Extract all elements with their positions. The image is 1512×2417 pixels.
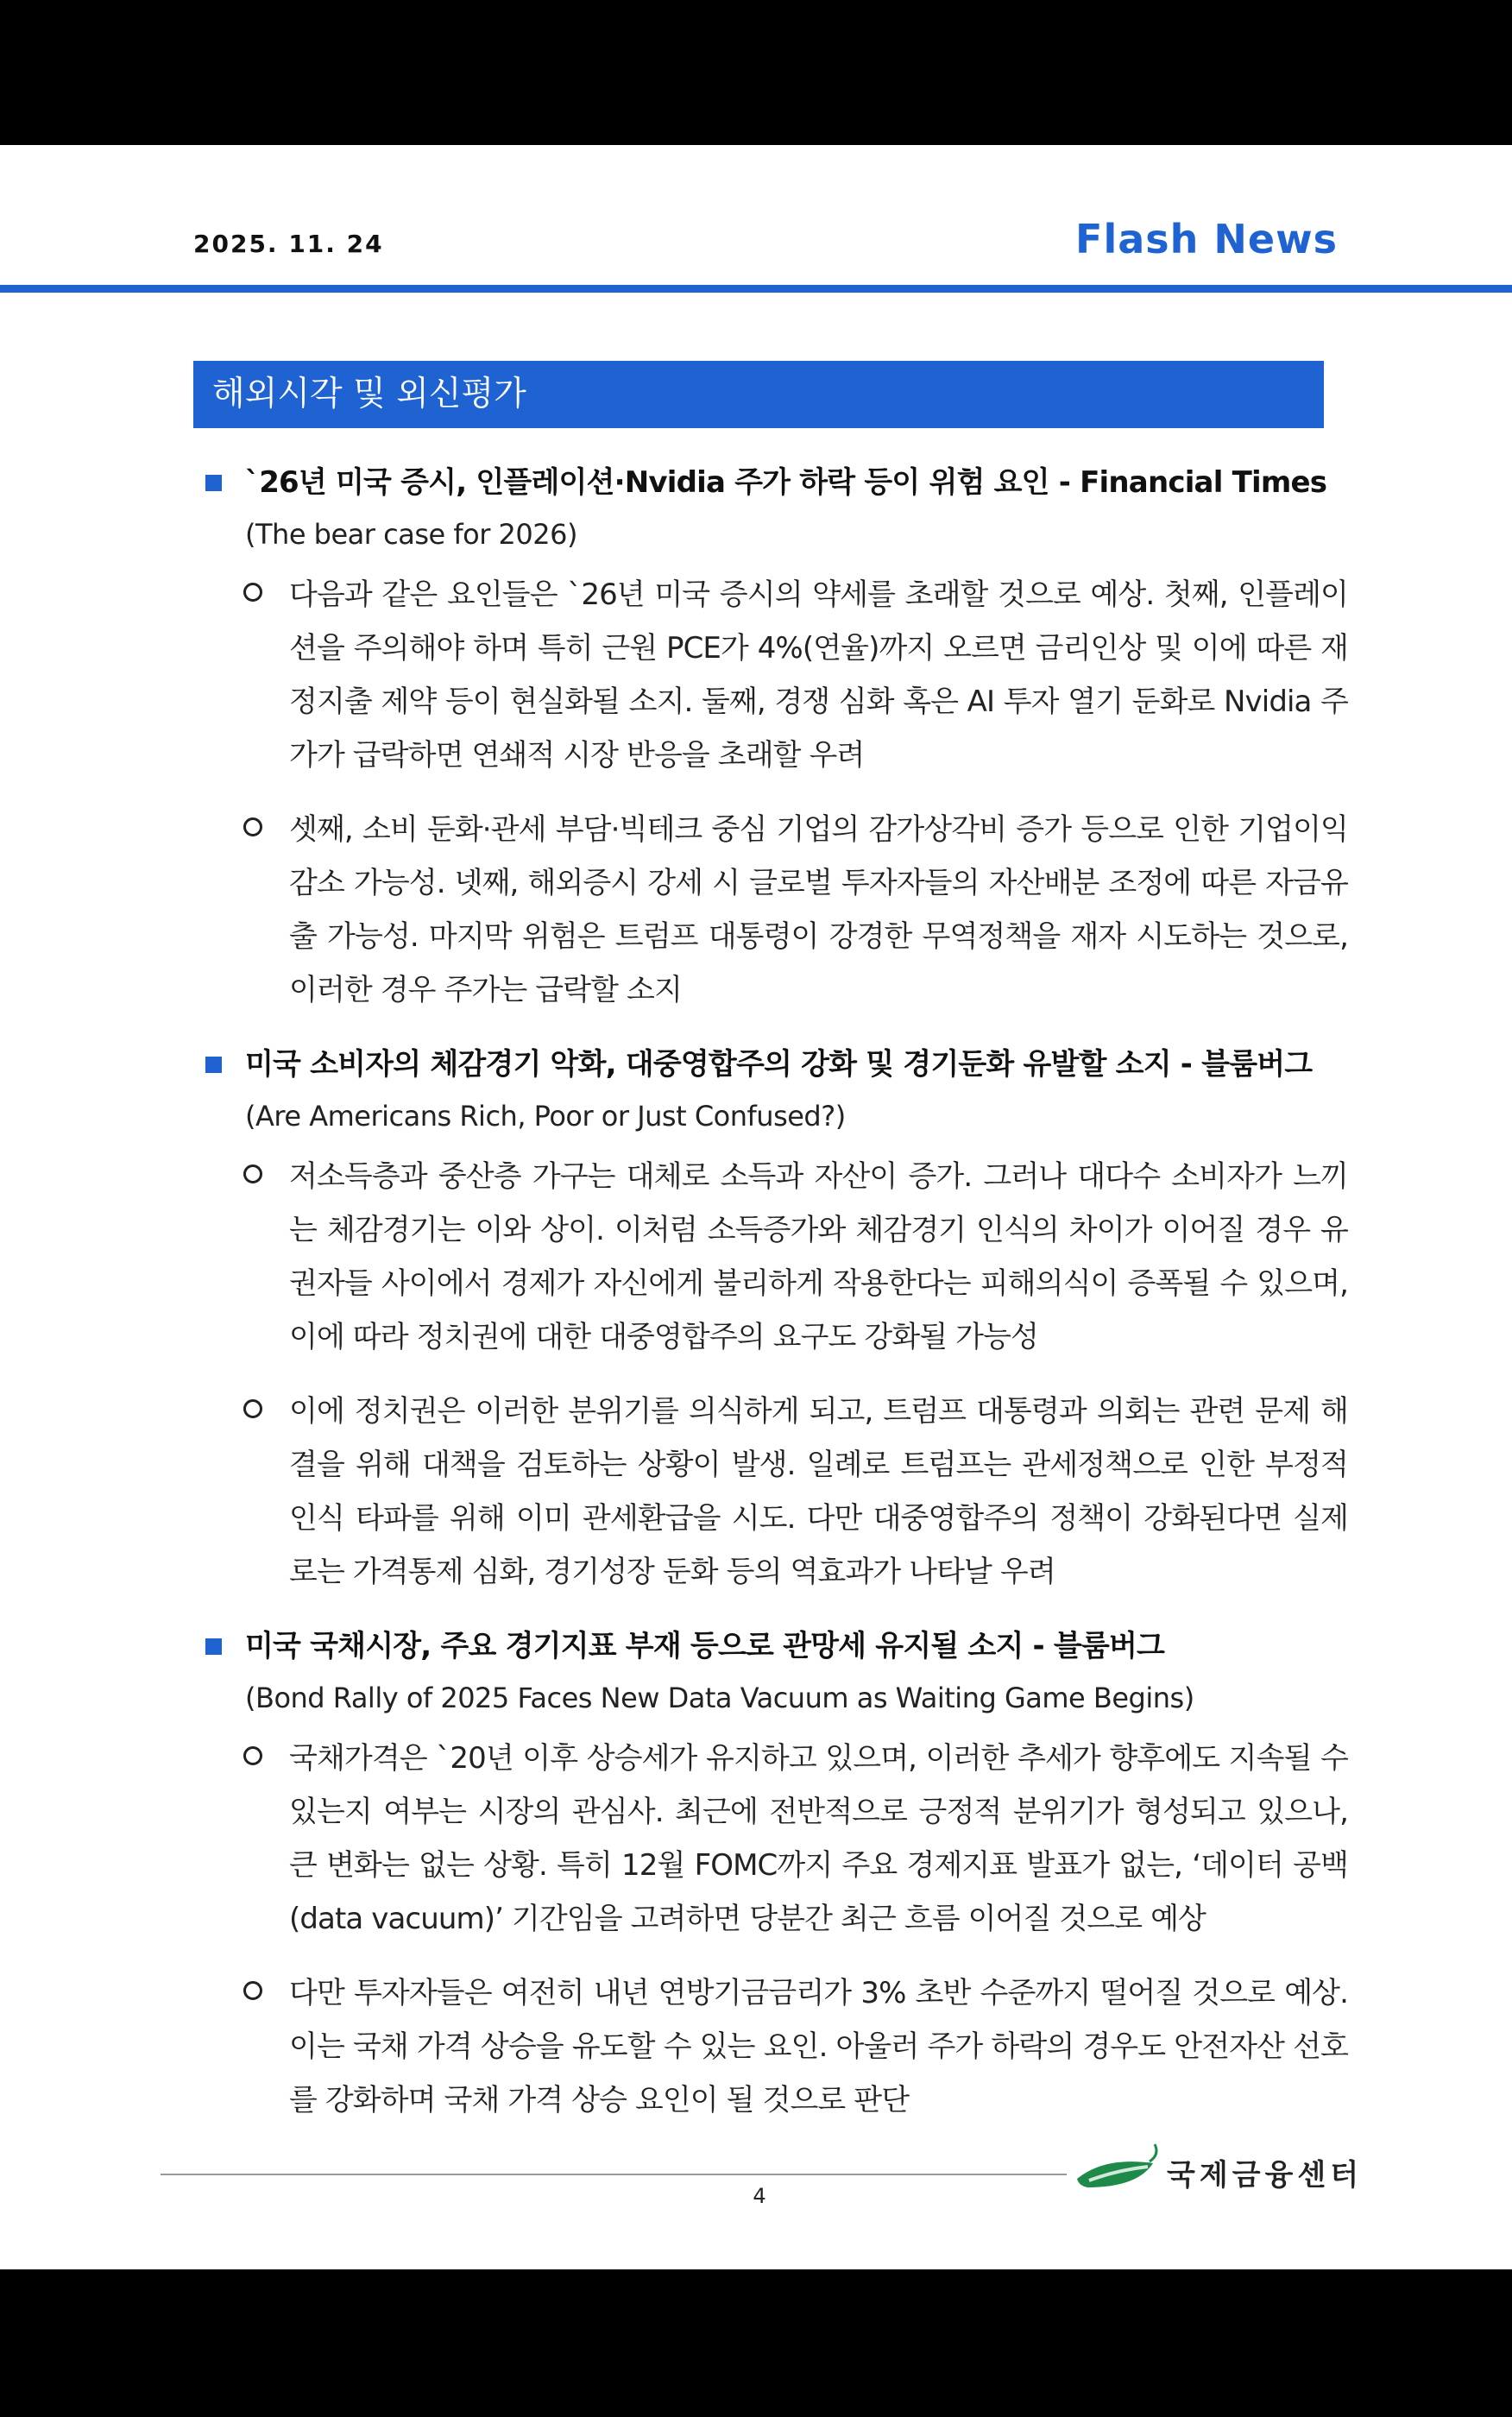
circle-bullet-icon [243, 1981, 262, 2000]
circle-bullet-icon [243, 583, 262, 602]
square-bullet-icon [205, 475, 222, 491]
section-title: 해외시각 및 외신평가 [212, 375, 526, 413]
article-headline: 미국 국채시장, 주요 경기지표 부재 등으로 관망세 유지될 소지 - 블룸버그 [200, 1619, 1348, 1673]
article-3 [200, 1619, 1348, 2127]
circle-bullet-icon [243, 817, 262, 836]
document-page [0, 145, 1512, 2269]
square-bullet-icon [205, 1057, 222, 1073]
logo-text: 국제금융센터 [1167, 2158, 1364, 2193]
article-paragraph: 다음과 같은 요인들은 `26년 미국 증시의 약세를 초래할 것으로 예상. 첫째, 인플레이션을 주의해야 하며 특히 근원 PCE가 4%(연율)까지 오르면 금리인상 및 이에 따른 재정지출 제약 등이 현실화될 소지. 둘째, 경쟁 심화 혹은 AI 투자 열기 둔화로 Nvidia 주가가 급락하면 연쇄적 시장 반응을 초래할 우려 [200, 568, 1348, 782]
circle-bullet-icon [243, 1164, 262, 1183]
header-divider [0, 285, 1512, 293]
circle-bullet-icon [243, 1399, 262, 1418]
circle-bullet-icon [243, 1746, 262, 1765]
article-source-title: (The bear case for 2026) [245, 518, 577, 551]
section-title-bar [193, 361, 1324, 428]
article-headline: `26년 미국 증시, 인플레이션·Nvidia 주가 하락 등이 위험 요인 - Financial Times [200, 456, 1348, 509]
article-paragraph: 다만 투자자들은 여전히 내년 연방기금금리가 3% 초반 수준까지 떨어질 것으로 예상. 이는 국채 가격 상승을 유도할 수 있는 요인. 아울러 주가 하락의 경우도 안전자산 선호를 강화하며 국채 가격 상승 요인이 될 것으로 판단 [200, 1966, 1348, 2127]
footer-divider [161, 2174, 1067, 2175]
page-number: 4 [753, 2184, 766, 2208]
article-paragraph: 저소득층과 중산층 가구는 대체로 소득과 자산이 증가. 그러나 대다수 소비자가 느끼는 체감경기는 이와 상이. 이처럼 소득증가와 체감경기 인식의 차이가 이어질 경우 유권자들 사이에서 경제가 자신에게 불리하게 작용한다는 피해의식이 증폭될 수 있으며, 이에 따라 정치권에 대한 대중영합주의 요구도 강화될 가능성 [200, 1150, 1348, 1364]
leaf-logo-icon [1070, 2137, 1165, 2198]
article-paragraph: 이에 정치권은 이러한 분위기를 의식하게 되고, 트럼프 대통령과 의회는 관련 문제 해결을 위해 대책을 검토하는 상황이 발생. 일례로 트럼프는 관세정책으로 인한 부정적 인식 타파를 위해 이미 관세환급을 시도. 다만 대중영합주의 정책이 강화된다면 실제로는 가격통제 심화, 경기성장 둔화 등의 역효과가 나타날 우려 [200, 1385, 1348, 1599]
article-2 [200, 1038, 1348, 1599]
article-paragraph: 국채가격은 `20년 이후 상승세가 유지하고 있으며, 이러한 추세가 향후에도 지속될 수 있는지 여부는 시장의 관심사. 최근에 전반적으로 긍정적 분위기가 형성되고 있으나, 큰 변화는 없는 상황. 특히 12월 FOMC까지 주요 경제지표 발표가 없는, ‘데이터 공백(data vacuum)’ 기간임을 고려하면 당분간 최근 흐름 이어질 것으로 예상 [200, 1732, 1348, 1946]
article-headline: 미국 소비자의 체감경기 악화, 대중영합주의 강화 및 경기둔화 유발할 소지 - 블룸버그 [200, 1038, 1348, 1091]
article-1 [200, 456, 1348, 1017]
issue-date: 2025. 11. 24 [193, 230, 384, 258]
article-source-title: (Bond Rally of 2025 Faces New Data Vacuum as Waiting Game Begins) [245, 1682, 1194, 1714]
article-paragraph: 셋째, 소비 둔화·관세 부담·빅테크 중심 기업의 감가상각비 증가 등으로 인한 기업이익 감소 가능성. 넷째, 해외증시 강세 시 글로벌 투자자들의 자산배분 조정에 따른 자금유출 가능성. 마지막 위험은 트럼프 대통령이 강경한 무역정책을 재자 시도하는 것으로, 이러한 경우 주가는 급락할 소지 [200, 803, 1348, 1017]
publication-name: Flash News [1075, 216, 1338, 262]
article-source-title: (Are Americans Rich, Poor or Just Confused?) [245, 1100, 846, 1133]
article-list [200, 456, 1348, 2148]
square-bullet-icon [205, 1638, 222, 1655]
organization-logo [1070, 2137, 1364, 2198]
